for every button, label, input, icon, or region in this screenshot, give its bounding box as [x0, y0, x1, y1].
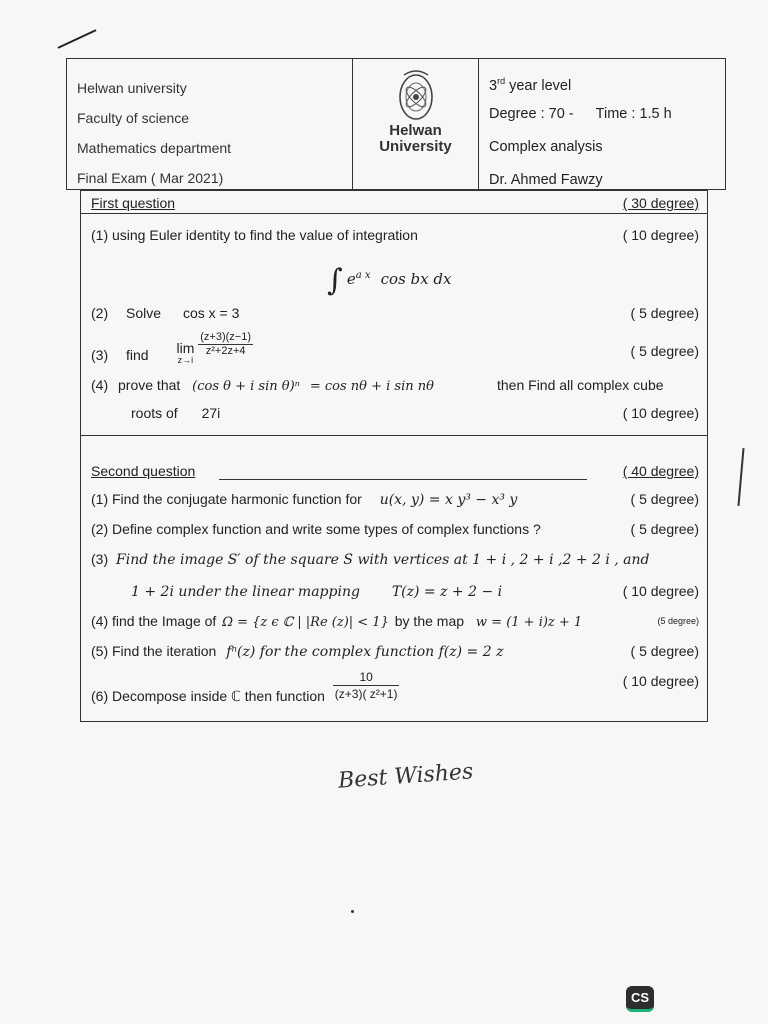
- integral-exponent: a x: [355, 270, 371, 281]
- exam-title: Final Exam ( Mar 2021): [77, 170, 224, 186]
- first-q4-value: 27i: [201, 405, 221, 421]
- logo-line-1: Helwan: [389, 122, 442, 139]
- second-q1-math: u(x, y) = x y³ − x³ y: [379, 492, 518, 508]
- logo-line-2: University: [379, 138, 452, 155]
- limit-subscript: z→i: [177, 355, 194, 365]
- second-q6-degree: ( 10 degree): [622, 673, 699, 689]
- second-q1-text: (1) Find the conjugate harmonic function for: [91, 491, 362, 507]
- second-q5: [91, 643, 699, 660]
- first-q2-num: (2): [91, 305, 109, 321]
- first-q4-word: prove that: [118, 377, 181, 393]
- year-suffix: rd: [497, 76, 506, 86]
- header-logo-cell: [353, 59, 479, 189]
- second-q4-map: w = (1 + i)z + 1: [475, 615, 583, 630]
- faculty-name: Faculty of science: [77, 110, 190, 126]
- limit-operator: [176, 341, 194, 365]
- second-q1: [91, 491, 699, 508]
- first-q4-tail: then Find all complex cube: [497, 377, 664, 393]
- second-q3-text: Find the image S′ of the square S with vertices at 1 + i , 2 + i ,2 + 2 i , and: [116, 552, 650, 568]
- first-q4-line2: [91, 405, 699, 421]
- second-q2-text: (2) Define complex function and write some types of complex functions ?: [91, 521, 541, 537]
- exam-header: [66, 58, 726, 190]
- first-q3: [91, 331, 699, 369]
- first-q4-degree: ( 10 degree): [622, 405, 699, 421]
- heading-dash-line: [219, 479, 587, 480]
- second-q4-degree: (5 degree): [657, 616, 699, 626]
- first-q2-equation: cos x = 3: [182, 305, 240, 321]
- questions-box: [80, 190, 708, 722]
- second-question-total: ( 40 degree): [622, 463, 699, 479]
- header-left: [67, 59, 353, 189]
- signature-best-wishes: Best Wishes: [337, 759, 475, 794]
- logo-wordmark: [353, 123, 478, 155]
- second-q5-text: (5) Find the iteration: [91, 643, 217, 659]
- year-label: year level: [505, 77, 572, 94]
- limit-denominator: z²+2z+4: [205, 345, 246, 357]
- margin-mark: [737, 448, 744, 506]
- limit-numerator: (z+3)(z−1): [200, 331, 252, 343]
- second-q3-line1: [91, 551, 699, 568]
- second-q6: [91, 669, 699, 709]
- second-q5-math: fⁿ(z) for the complex function f(z) = 2 z: [226, 644, 504, 660]
- exam-time: Time : 1.5 h: [595, 106, 672, 122]
- camscanner-badge: CS: [626, 986, 654, 1012]
- second-q2: [91, 521, 699, 537]
- degree-time-line: [489, 98, 725, 131]
- first-question-total: ( 30 degree): [622, 195, 699, 211]
- university-name: Helwan university: [77, 80, 187, 96]
- first-q3-word: find: [126, 347, 149, 364]
- integral-sign-icon: ∫: [327, 263, 343, 298]
- decompose-numerator: 10: [333, 669, 400, 686]
- first-q3-num: (3): [91, 347, 109, 364]
- first-q4-roots: roots of: [131, 405, 178, 421]
- integral-base: e: [346, 270, 356, 288]
- first-q4-num: (4): [91, 377, 109, 393]
- second-q3-map: T(z) = z + 2 − i: [391, 584, 503, 600]
- total-degree: Degree : 70 -: [489, 106, 574, 122]
- second-q6-text: (6) Decompose inside ℂ then function: [91, 688, 325, 705]
- second-q4-set: Ω = {z ϵ ℂ | |Re (z)| < 1}: [222, 615, 389, 630]
- section-divider: [81, 435, 707, 436]
- first-q4-line1: [91, 377, 699, 394]
- integral-formula: [327, 257, 699, 298]
- second-q2-degree: ( 5 degree): [630, 521, 699, 537]
- first-q3-degree: ( 5 degree): [630, 343, 699, 359]
- university-logo-icon: [387, 65, 445, 123]
- pen-mark: [58, 29, 97, 49]
- second-question-title: Second question: [91, 463, 196, 479]
- second-q3-num: (3): [91, 551, 109, 567]
- paper-speck: [351, 910, 354, 913]
- first-q4-lhs: (cos θ + i sin θ)ⁿ: [192, 379, 300, 394]
- second-question-heading: [91, 463, 699, 479]
- header-right: [479, 59, 725, 189]
- subject-name: Complex analysis: [489, 139, 603, 155]
- decompose-denominator: (z+3)( z²+1): [334, 687, 398, 701]
- second-q4-mid: by the map: [394, 613, 465, 629]
- year-number: 3: [489, 77, 498, 94]
- first-question-heading: [91, 195, 699, 211]
- instructor-name: Dr. Ahmed Fawzy: [489, 172, 603, 188]
- second-q1-degree: ( 5 degree): [630, 491, 699, 507]
- first-heading-rule: [81, 213, 707, 214]
- first-q2-degree: ( 5 degree): [630, 305, 699, 321]
- second-q3-line2: [91, 583, 699, 600]
- second-q5-degree: ( 5 degree): [630, 643, 699, 659]
- first-question-title: First question: [91, 195, 176, 211]
- limit-fraction: [198, 331, 253, 358]
- first-q1: [91, 227, 699, 243]
- decompose-fraction: [333, 669, 400, 702]
- first-q2-word: Solve: [126, 305, 162, 321]
- department-name: Mathematics department: [77, 140, 232, 156]
- limit-word: lim: [176, 340, 195, 356]
- year-level: [489, 65, 725, 98]
- first-q1-degree: ( 10 degree): [622, 227, 699, 243]
- second-q4: [91, 613, 699, 630]
- first-q4-rhs: = cos nθ + i sin nθ: [309, 379, 434, 394]
- second-q4-text: (4) find the Image of: [91, 613, 217, 629]
- second-q3-degree: ( 10 degree): [622, 583, 699, 599]
- first-q1-text: (1) using Euler identity to find the value of integration: [91, 227, 418, 243]
- first-q2: [91, 305, 699, 321]
- integral-rest: cos bx dx: [380, 270, 452, 288]
- second-q3-line2-text: 1 + 2i under the linear mapping: [131, 584, 360, 600]
